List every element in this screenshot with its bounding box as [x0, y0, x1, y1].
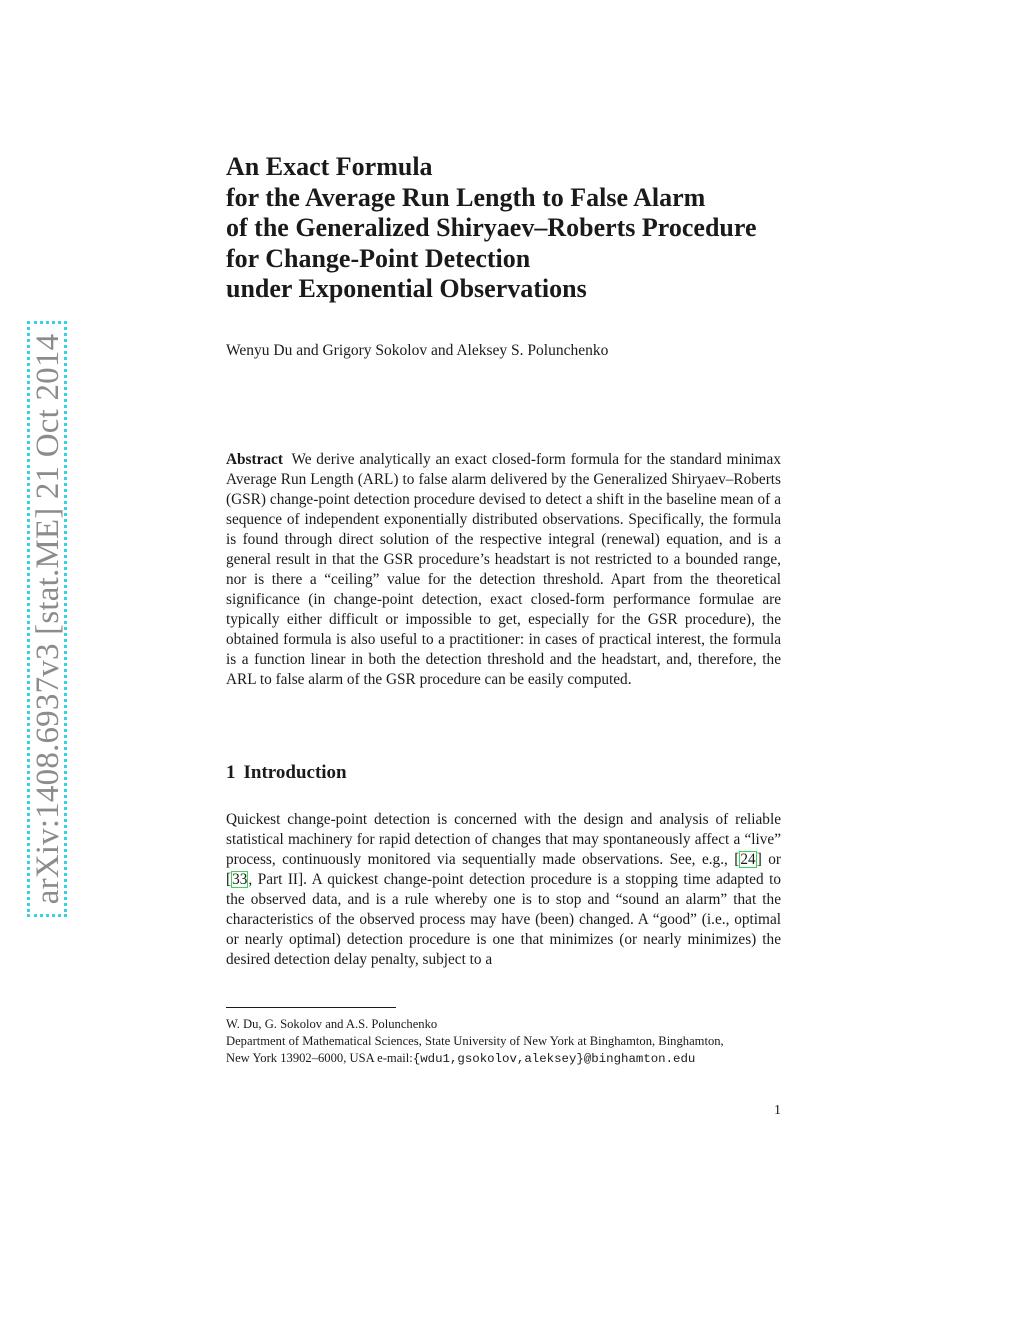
- intro-text-part: , Part II]. A quickest change-point detection procedure is a stopping time adapted to the observed data, and is a rule whereby one is to stop and “sound an alarm” that the characteristics of the observed process may have (been) changed. A “good” (i.e., optimal or nearly optimal) detection procedure is one that minimizes (or nearly minimizes) the desired detection delay penalty, subject to a: [226, 871, 781, 968]
- introduction-paragraph: [226, 810, 781, 970]
- title-line: for Change-Point Detection: [226, 243, 531, 273]
- citation-link[interactable]: 33: [232, 871, 248, 888]
- footnote-department: Department of Mathematical Sciences, State University of New York at Binghamton, Binghamton,: [226, 1034, 724, 1048]
- citation-link[interactable]: 24: [740, 851, 756, 868]
- intro-text-part: Quickest change-point detection is concerned with the design and analysis of reliable statistical machinery for rapid detection of changes that may spontaneously affect a “live” process, continuously monitored via sequentially made observations. See, e.g., [: [226, 811, 781, 868]
- footnote-address: [226, 1050, 796, 1068]
- author-affiliation-footnote: [226, 1016, 796, 1068]
- arxiv-identifier-stamp: arXiv:1408.6937v3 [stat.ME] 21 Oct 2014: [27, 321, 67, 917]
- author-list: Wenyu Du and Grigory Sokolov and Aleksey S. Polunchenko: [226, 342, 609, 359]
- footnote-authors: W. Du, G. Sokolov and A.S. Polunchenko: [226, 1017, 438, 1031]
- intro-text-part: ] or [: [226, 851, 781, 888]
- paper-title: [226, 152, 826, 305]
- section-heading-introduction: [226, 761, 347, 785]
- abstract-text: We derive analytically an exact closed-form formula for the standard minimax Average Run Length (ARL) to false alarm delivered by the Generalized Shiryaev–Roberts (GSR) change-point detection procedure devised to detect a shift in the baseline mean of a sequence of independent exponentially distributed observations. Specifically, the formula is found through direct solution of the respective integral (renewal) equation, and is a general result in that the GSR procedure’s headstart is not restricted to a bounded range, nor is there a “ceiling” value for the detection threshold. Apart from the theoretical significance (in change-point detection, exact closed-form performance formulae are typically either difficult or impossible to get, especially for the GSR procedure), the obtained formula is also useful to a practitioner: in cases of practical interest, the formula is a function linear in both the detection threshold and the headstart, and, therefore, the ARL to false alarm of the GSR procedure can be easily computed.: [226, 451, 781, 688]
- section-title: Introduction: [243, 762, 347, 783]
- footnote-divider: [226, 1007, 396, 1008]
- title-line: under Exponential Observations: [226, 274, 587, 303]
- title-line: of the Generalized Shiryaev–Roberts Procedure: [226, 213, 757, 242]
- email-addresses: {wdu1,gsokolov,aleksey}@binghamton.edu: [412, 1052, 696, 1066]
- footnote-address-text: New York 13902–6000, USA e-mail:: [226, 1051, 413, 1065]
- abstract: [226, 450, 781, 690]
- title-line: for the Average Run Length to False Alarm: [226, 182, 706, 212]
- title-line: An Exact Formula: [226, 152, 433, 181]
- section-number: 1: [226, 762, 236, 783]
- page-number: 1: [774, 1103, 781, 1118]
- abstract-label: Abstract: [226, 451, 283, 468]
